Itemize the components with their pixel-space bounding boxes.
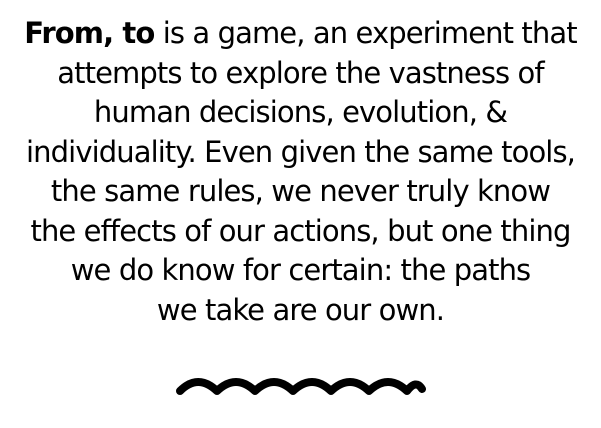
game-title: From, to [24, 16, 155, 50]
statement-line-1-text: is a game, an experiment that [154, 16, 577, 50]
statement-line-4: individuality. Even given the same tools, [26, 134, 575, 169]
wave-divider-icon [172, 370, 430, 404]
statement-line-5: the same rules, we never truly know [50, 174, 551, 208]
statement-line-1 [0, 14, 601, 54]
statement-line-7: we do know for certain: the paths [70, 253, 531, 287]
statement-line-2: attempts to explore the vastness of [57, 55, 544, 90]
statement-line-8: we take are our own. [156, 292, 445, 327]
intro-statement [0, 14, 601, 330]
statement-line-6: the effects of our actions, but one thing [30, 213, 571, 248]
wave-divider-path [180, 382, 422, 391]
statement-line-3: human decisions, evolution, & [93, 95, 508, 129]
